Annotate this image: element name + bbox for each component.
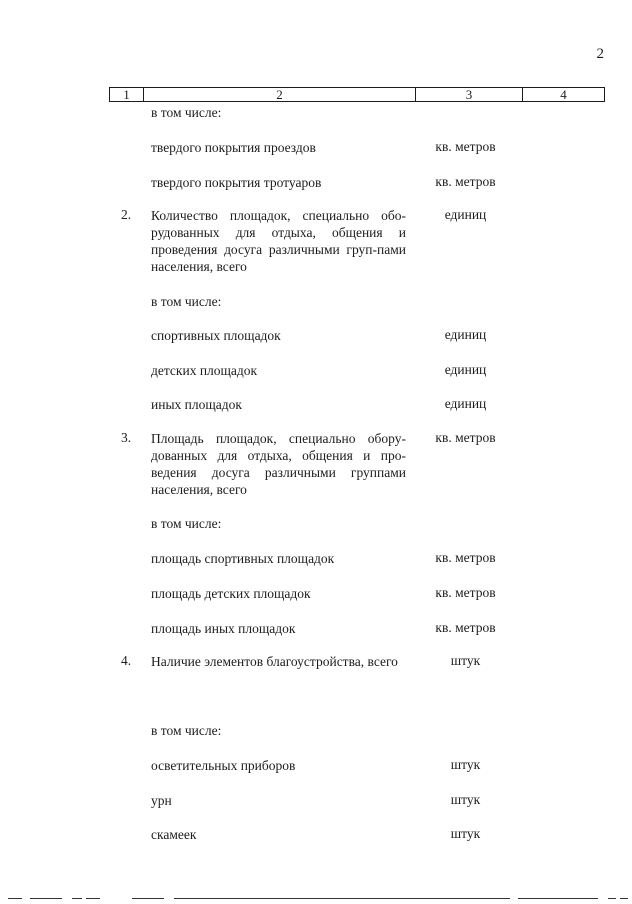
row-description: осветительных приборов <box>151 758 296 773</box>
row-description: в том числе: <box>151 294 222 309</box>
row-description: твердого покрытия тротуаров <box>151 175 322 190</box>
row-number: 2. <box>121 207 132 222</box>
row-unit: штук <box>450 757 481 772</box>
row-description: в том числе: <box>151 516 222 531</box>
row-unit: кв. метров <box>435 585 496 600</box>
row-description: Наличие элементов благоустройства, всего <box>151 654 398 669</box>
page-number: 2 <box>596 46 604 62</box>
row-description: в том числе: <box>151 105 222 120</box>
row-unit: кв. метров <box>435 550 496 565</box>
row-description: Площадь площадок, специально обору-дованных для отдыха, общения и про-ведения досуга различными группами населения, всего <box>151 431 406 497</box>
header-col-4: 4 <box>560 87 567 102</box>
row-description: иных площадок <box>151 397 242 412</box>
row-description: детских площадок <box>151 363 258 378</box>
row-unit: кв. метров <box>435 139 496 154</box>
row-description: спортивных площадок <box>151 328 281 343</box>
row-description: площадь спортивных площадок <box>151 551 335 566</box>
row-description: Количество площадок, специально обо-рудованных для отдыха, общения и проведения досуга различными груп-пами населения, всего <box>151 208 406 274</box>
row-number: 3. <box>121 430 132 445</box>
row-description: скамеек <box>151 827 197 842</box>
row-number: 4. <box>121 653 132 668</box>
table-header <box>109 87 605 102</box>
row-unit: единиц <box>444 396 487 411</box>
row-unit: штук <box>450 826 481 841</box>
row-unit: штук <box>450 653 481 668</box>
row-description: площадь иных площадок <box>151 621 296 636</box>
row-description: площадь детских площадок <box>151 586 311 601</box>
row-unit: единиц <box>444 207 487 222</box>
row-unit: кв. метров <box>435 174 496 189</box>
header-col-3: 3 <box>416 88 523 101</box>
row-description: в том числе: <box>151 723 222 738</box>
row-unit: единиц <box>444 327 487 342</box>
row-description: твердого покрытия проездов <box>151 140 316 155</box>
row-description: урн <box>151 793 172 808</box>
row-unit: единиц <box>444 362 487 377</box>
row-unit: штук <box>450 792 481 807</box>
scan-artifact-footer <box>0 892 632 904</box>
row-unit: кв. метров <box>435 430 496 445</box>
row-unit: кв. метров <box>435 620 496 635</box>
header-col-2: 2 <box>144 88 416 101</box>
header-col-1: 1 <box>110 88 144 101</box>
